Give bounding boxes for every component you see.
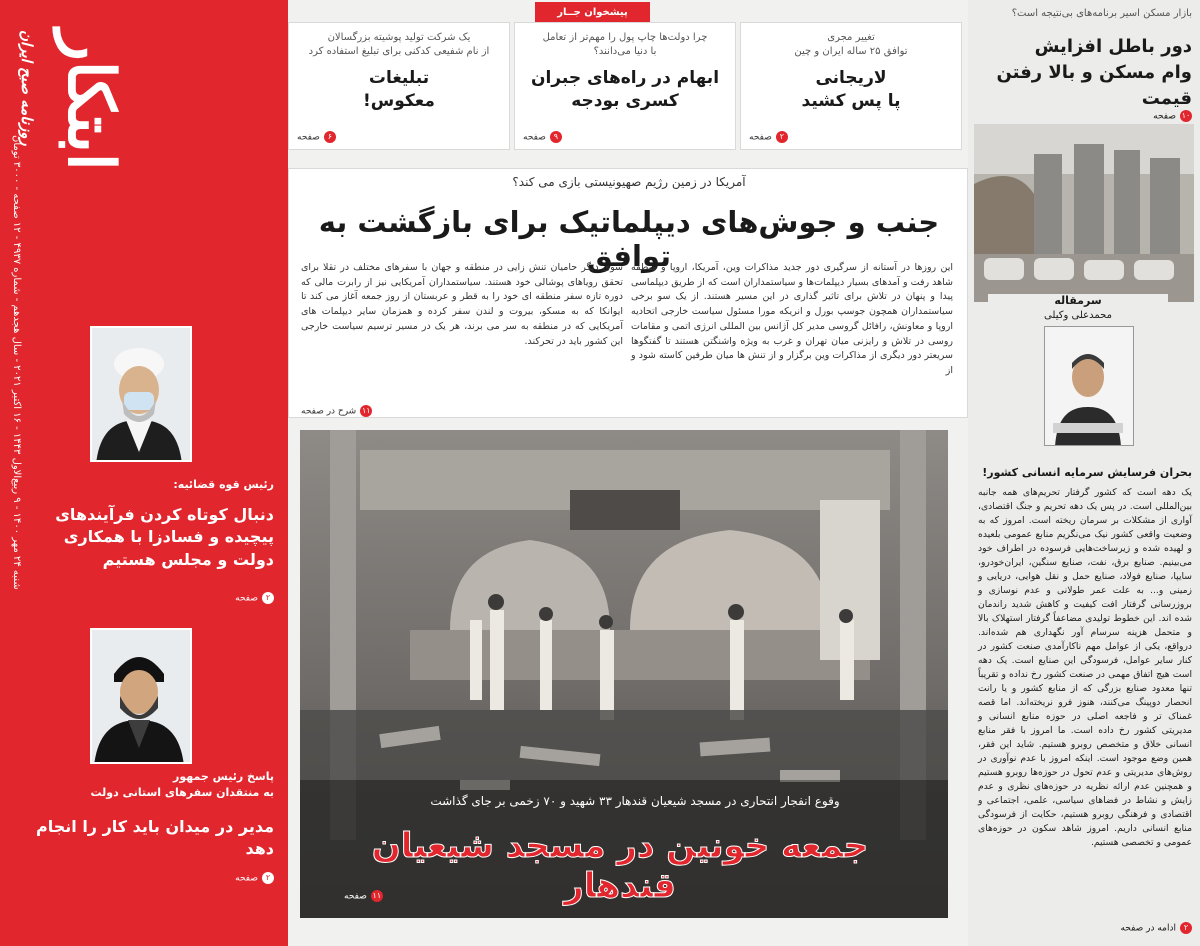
editorial-author: محمدعلی وکیلی: [1044, 310, 1112, 321]
page-number-badge: ۲: [1180, 922, 1192, 934]
teaser-title: ابهام در راه‌های جبران: [530, 68, 720, 88]
main-page-ref[interactable]: [301, 405, 372, 417]
teaser-title: کسری بودجه: [571, 90, 679, 111]
teaser-page-ref[interactable]: [297, 131, 336, 143]
author-portrait: [1044, 326, 1134, 446]
page-number-badge: ۱۱: [361, 406, 371, 415]
page-number-badge: ۲: [262, 592, 274, 604]
page-number-badge: ۱۰: [1181, 111, 1191, 120]
brand-subtitle: روزنامه صبح ایران: [18, 30, 36, 146]
item1-page-ref[interactable]: [30, 592, 274, 604]
page-number-badge: ۲: [262, 872, 274, 884]
page-number-badge: ۲: [776, 131, 788, 143]
issue-info: شنبه ۲۴ مهر ۱۴۰۰ - ۹ ربیع‌الاول ۱۴۴۳ - ۱۶ اکتبر ۲۰۲۱ - سال هجدهم - شماره ۴۹۳۷ - ۱۲ صفحه - ۳۰۰۰ تومان: [11, 135, 22, 590]
kandahar-photo[interactable]: [300, 430, 948, 918]
teaser-title: تبلیغات: [368, 68, 430, 88]
item2-caption-line1: پاسخ رئیس جمهور: [173, 770, 274, 783]
teaser-kicker: با دنیا می‌دانند؟: [593, 46, 657, 57]
photo-page-ref[interactable]: [344, 890, 383, 902]
item2-headline[interactable]: مدیر در میدان باید کار را انجام دهد: [35, 817, 274, 859]
housing-headline-line: وام مسکن و بالا رفتن قیمت: [996, 62, 1192, 110]
brand-name: ابتکار: [53, 30, 128, 171]
portrait-judiciary-chief: [90, 326, 192, 462]
page-number-badge: ۹: [550, 131, 562, 143]
page-label: ادامه در صفحه: [1120, 923, 1176, 934]
page-label: صفحه: [1153, 111, 1176, 122]
item1-caption: رئیس قوه قضائیه:: [173, 478, 274, 491]
editorial-page-ref[interactable]: [978, 922, 1192, 934]
teaser-kicker: توافق ۲۵ ساله ایران و چین: [794, 46, 908, 57]
portrait-illustration: [90, 328, 190, 462]
teaser-kicker: چرا دولت‌ها چاپ پول را مهم‌تر از تعامل: [542, 32, 708, 43]
teaser-title: معکوس!: [363, 90, 435, 111]
teaser-budget[interactable]: [514, 22, 736, 150]
page-label: صفحه: [235, 873, 258, 884]
portrait-illustration: [90, 630, 190, 764]
page-label: صفحه: [344, 891, 367, 902]
housing-photo: [974, 124, 1194, 302]
teaser-larijani[interactable]: [740, 22, 962, 150]
teaser-title: لاریجانی: [815, 68, 887, 88]
page-label: صفحه: [235, 593, 258, 604]
housing-headline-line: دور باطل افزایش: [1034, 36, 1192, 57]
editorial-title[interactable]: بحران فرسایش سرمایه انسانی کشور!: [982, 466, 1192, 479]
pishkhan-tab[interactable]: پیشخوان جــار: [535, 2, 650, 24]
photo-headline[interactable]: جمعه خونین در مسجد شیعیان قندهار: [371, 826, 869, 906]
page-number-badge: ۶: [324, 131, 336, 143]
item2-page-ref[interactable]: [30, 872, 274, 884]
page-label: صفحه: [297, 132, 320, 143]
portrait-president: [90, 628, 192, 764]
editorial-body: یک دهه است که کشور گرفتار تحریم‌های همه جانبه بین‌المللی است. در پس یک دهه تحریم و جنگ اقتصادی، آواری از مشکلات بر سرمان ریخته است. امروز که به وضعیت واقعی کشور نیک می‌نگریم منابع عمومی بلعیده و لهیده شده و زیرساخت‌هایی فرسوده در اطراف خود می‌بینیم. صنایع برق، نفت، صنایع سنگین، ایران‌خودرو، سایپا، صنایع فولاد، صنایع حمل و نقل هوایی، دریایی و زمینی و... به علت عمر طولانی و عدم نوسازی و بروزرسانی گرفتار افت کیفیت و کاهش شدید راندمان شده اند. این خطوط تولیدی مضاعفاً گرفتار استهلاک بالا و متحمل هزینه سرسام آور نگهداری هم شده‌اند. درواقع، یکی از عوامل مهم ناکارآمدی صنعت کشور در کنار سایر عوامل، فرسودگی این صنایع است. یک دهه است هیچ اتفاق مهمی در صنعت کشور رخ نداده و تقریباً تنها معدود صنایع بزرگی که از منابع کشور و یا رانت انحصار دوپینگ می‌کنند، هنوز فرو نریخته‌اند. اما قصه غمناک تر و فاجعه اصلی در حوزه منابع انسانی و مدیریتی کشور رخ داده است. ما امروز با فقر منابع انسانی خلاق و متخصص روبرو هستیم. شاید این فقر، همین وضع موجود است. اینکه امروز با عدم نوآوری در روش‌های مدیریتی و عدم تحول در حوزه‌ها روبرو هستیم و همچنین عدم ارائه نظریه در حوزه‌های نظری و عدم زایش و نشاط در فضاهای سیاسی، علمی، اجتماعی و اقتصادی و فرهنگی روبرو هستیم، حکایت از فرسودگی منابع انسانی داریم. امروز شاهد سکون در حوزه‌های عمومی و تخصصی هستیم.: [978, 487, 1192, 848]
brand-logo: [8, 20, 128, 260]
teaser-kicker: تغییر مجری: [827, 32, 875, 43]
teaser-kicker: یک شرکت تولید پوشیته بزرگسالان: [327, 32, 471, 43]
main-body-right: این روزها در آستانه از سرگیری دور جدید مذاکرات وین، آمریکا، اروپا و منطقه شاهد رفت و آمدهای بسیار دیپلمات‌ها و سیاستمداران است که از طریق دیپلماسی پیدا و پنهان در تلاش برای تاثیر گذاری در این مسیر هستند. از یک سو برخی سیاستمداران همچون جوسپ بورل و انریکه مورا مسئول سیاست خارجی اتحادیه اروپا و معاونش، رافائل گروسی مدیر کل آژانس بین المللی انرژی اتمی و مقامات روسی در تلاش و رایزنی میان تهران و غرب به ویژه واشنگتن هستند تا گفتگوها سریعتر دور دیگری از مذاکرات وین برگزار و از تنش ها میان طرفین کاسته شود و از: [631, 262, 953, 377]
housing-page-ref[interactable]: [978, 110, 1192, 122]
main-kicker: آمریکا در زمین رژیم صهیونیستی بازی می کند؟: [512, 175, 746, 189]
teaser-kicker: از نام شفیعی کدکنی برای تبلیغ استفاده کرد: [308, 46, 490, 57]
editorial-label: سرمقاله: [988, 294, 1168, 307]
main-headline[interactable]: جنب و جوش‌های دیپلماتیک برای بازگشت به توافق: [318, 205, 940, 273]
main-body-left: سوی دیگر حامیان تنش زایی در منطقه و جهان با سفرهای مختلف در تقلا برای تحقق رویاهای پوشالی خود هستند. سیاستمداران آمریکایی نیز از رابرت مالی که دوره تازه سفر منطقه ای خود را به قطر و عربستان از روز جمعه آغاز می کند تا ایوانکا که به مسکو، بیروت و لندن سفر کرده و همزمان سایر دیپلمات های آمریکایی که در منطقه به سر می برند، هر یک در مسیر ترسیم سیاست خارجی این کشور باید در تحرکند.: [301, 262, 623, 347]
page-label: صفحه: [749, 132, 772, 143]
housing-kicker: بازار مسکن اسیر برنامه‌های بی‌نتیجه است؟: [1011, 8, 1192, 19]
item2-caption-line2: به منتقدان سفرهای استانی دولت: [90, 786, 274, 799]
teaser-page-ref[interactable]: [749, 131, 788, 143]
photo-caption: وقوع انفجار انتحاری در مسجد شیعیان قندهار ۳۳ شهید و ۷۰ زخمی بر جای گذاشت: [430, 794, 840, 808]
teaser-title: پا پس کشید: [801, 90, 901, 111]
teaser-ads[interactable]: [288, 22, 510, 150]
main-story[interactable]: [288, 168, 968, 418]
page-label: صفحه: [523, 132, 546, 143]
page-number-badge: ۱۱: [372, 891, 382, 900]
right-column: [968, 0, 1200, 946]
teaser-page-ref[interactable]: [523, 131, 562, 143]
masthead: [0, 0, 288, 946]
page-label: شرح در صفحه: [301, 406, 357, 417]
author-portrait-illustration: [1044, 327, 1133, 446]
housing-headline[interactable]: [978, 34, 1192, 112]
item1-headline[interactable]: دنبال کوتاه کردن فرآیندهای پیچیده و فسادزا با همکاری دولت و مجلس هستیم: [55, 505, 274, 569]
